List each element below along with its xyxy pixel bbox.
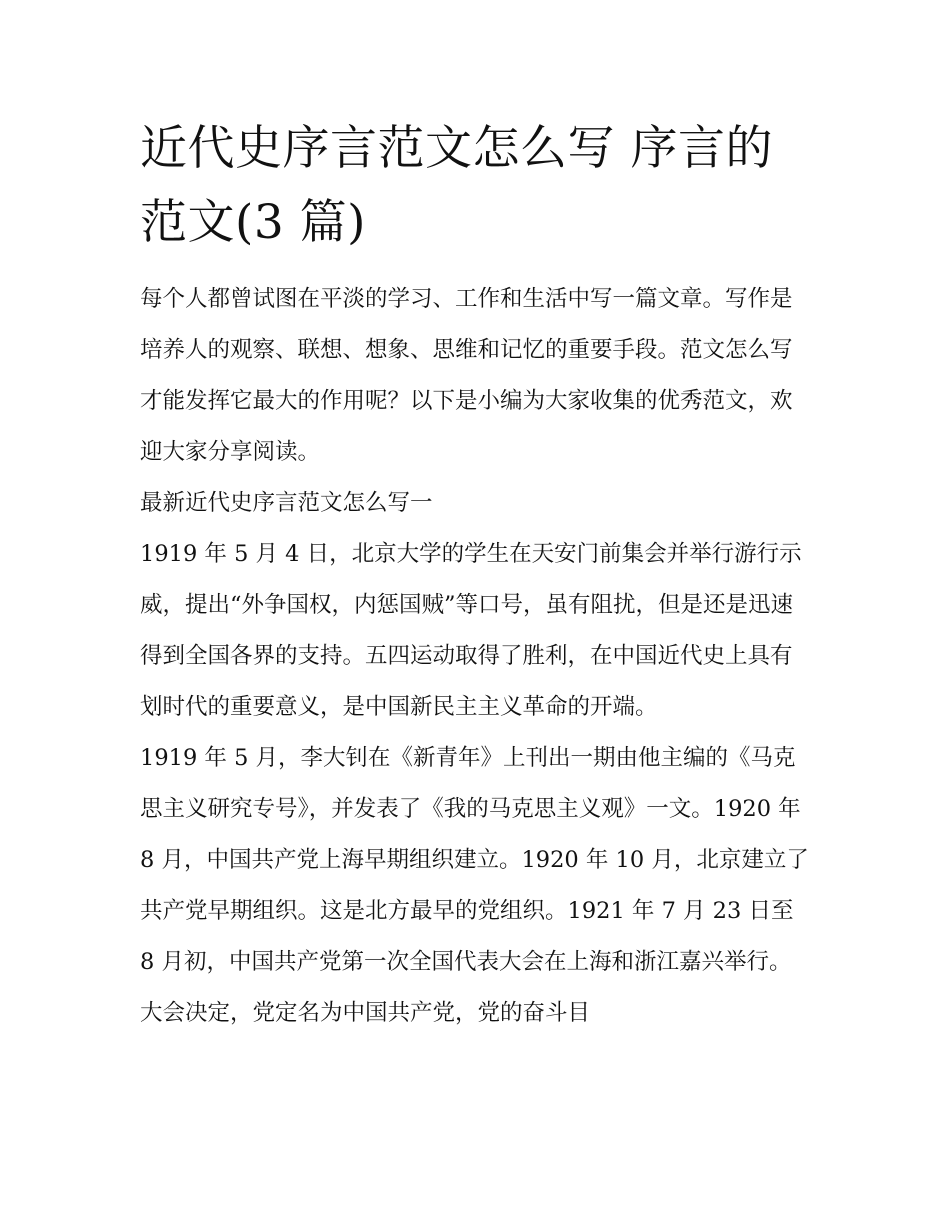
- body-paragraph-2: 1919 年 5 月，李大钊在《新青年》上刊出一期由他主编的《马克思主义研究专号》，并发表了《我的马克思主义观》一文。1920 年 8 月，中国共产党上海早期组织建立。1920 年 10 月，北京建立了共产党早期组织。这是北方最早的党组织。1921 年 7 月 23 日至 8 月初，中国共产党第一次全国代表大会在上海和浙江嘉兴举行。大会决定，党定名为中国共产党，党的奋斗目: [140, 745, 809, 1026]
- body-paragraph-1: 1919 年 5 月 4 日，北京大学的学生在天安门前集会并举行游行示威，提出“外争国权，内惩国贼”等口号，虽有阻扰，但是还是迅速得到全国各界的支持。五四运动取得了胜利，在中国近代史上具有划时代的重要意义，是中国新民主主义革命的开端。: [140, 541, 802, 720]
- intro-paragraph: 每个人都曾试图在平淡的学习、工作和生活中写一篇文章。写作是培养人的观察、联想、想象、思维和记忆的重要手段。范文怎么写才能发挥它最大的作用呢？以下是小编为大家收集的优秀范文，欢迎大家分享阅读。: [140, 286, 793, 465]
- section-heading: 最新近代史序言范文怎么写一: [140, 490, 433, 516]
- document-page: [140, 112, 812, 1039]
- document-title: 近代史序言范文怎么写 序言的范文(3 篇): [140, 121, 773, 250]
